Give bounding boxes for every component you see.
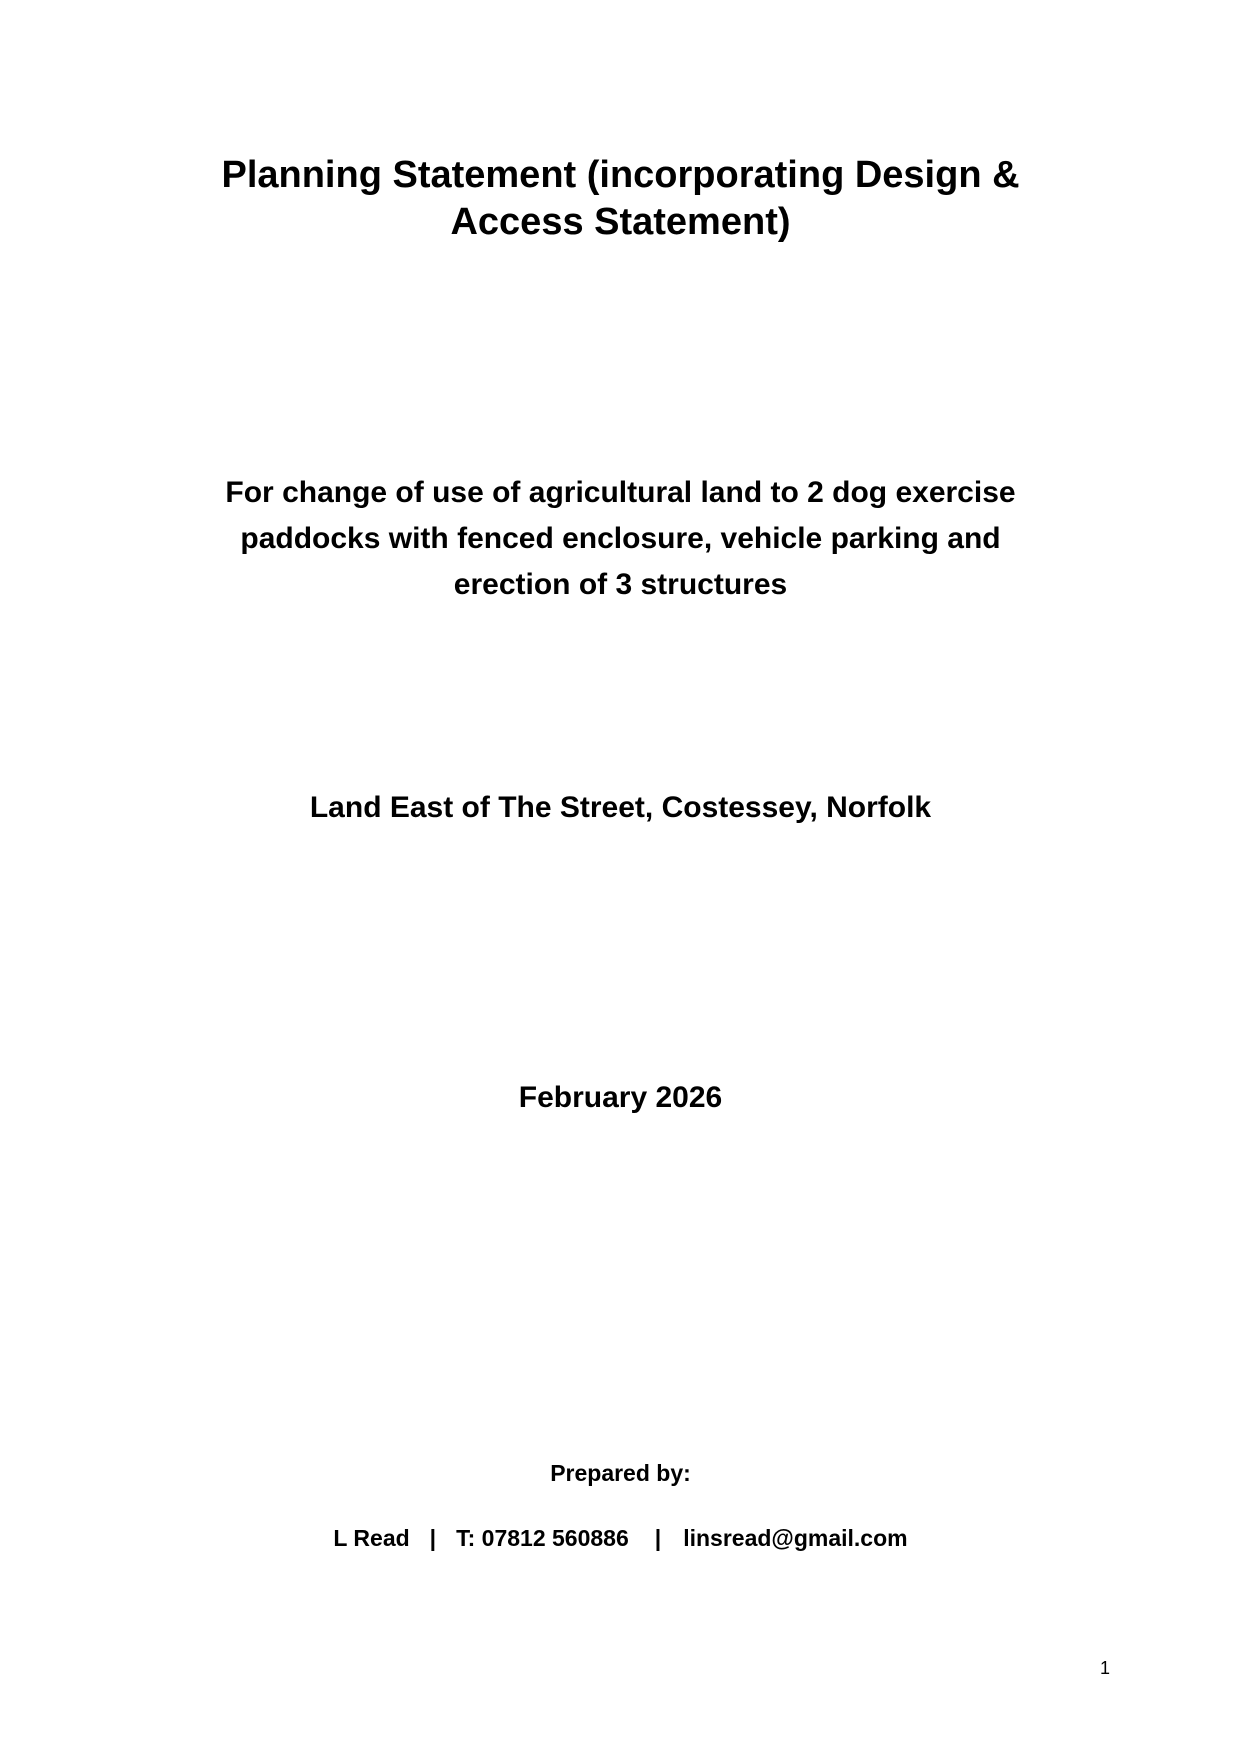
subtitle-line-3: erection of 3 structures [453, 568, 788, 601]
contact-phone: T: 07812 560886 [456, 1525, 629, 1551]
title-line-2: Access Statement) [450, 201, 791, 243]
subtitle-line-1: For change of use of agricultural land to 2 dog exercise [225, 476, 1016, 509]
contact-email: linsread@gmail.com [683, 1525, 908, 1551]
subtitle-line-2: paddocks with fenced enclosure, vehicle parking and [240, 522, 1001, 555]
contact-line [0, 1523, 1241, 1553]
document-title [0, 152, 1241, 246]
title-line-1: Planning Statement (incorporating Design & [221, 154, 1020, 196]
contact-separator: | [429, 1525, 437, 1551]
prepared-by-label: Prepared by: [550, 1460, 691, 1486]
contact-separator: | [654, 1525, 662, 1551]
site-location: Land East of The Street, Costessey, Norfolk [309, 791, 932, 824]
contact-name: L Read [333, 1525, 410, 1551]
page-number: 1 [1099, 1658, 1110, 1678]
proposal-description [0, 470, 1241, 608]
document-date: February 2026 [518, 1081, 723, 1114]
